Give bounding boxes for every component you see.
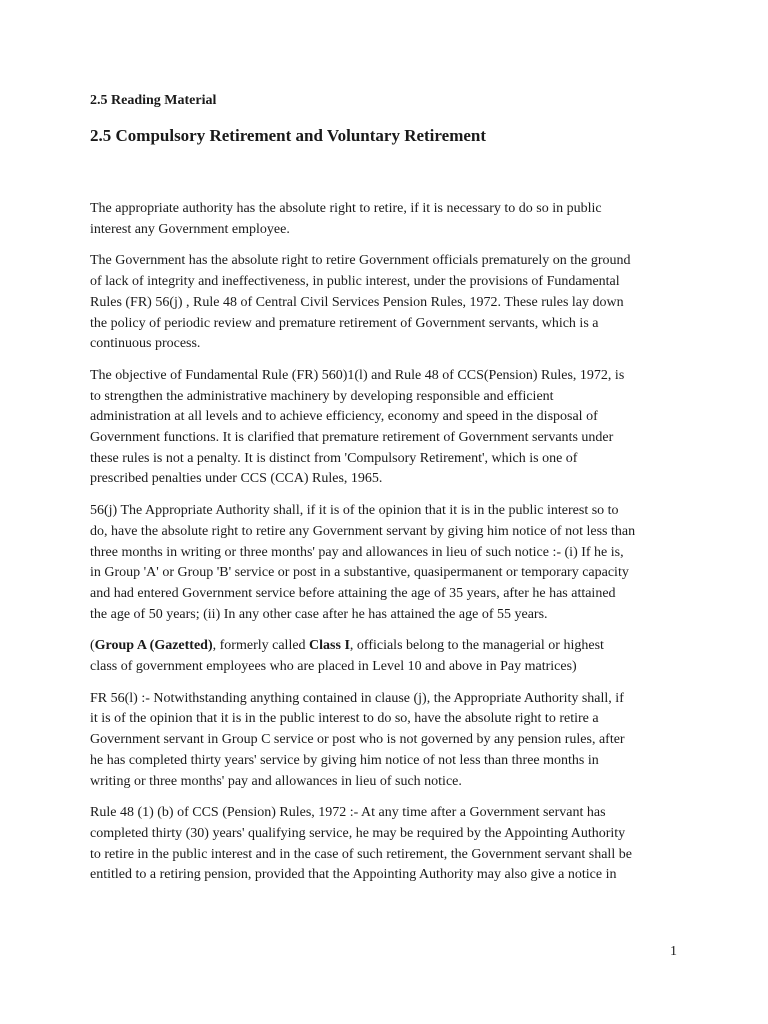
text-line: it is of the opinion that it is in the public interest to do so, have the absolute right to retire a	[90, 711, 599, 727]
text-line: The objective of Fundamental Rule (FR) 560)1(l) and Rule 48 of CCS(Pension) Rules, 1972, is	[90, 367, 625, 383]
text-line: Government functions. It is clarified that premature retirement of Government servants under	[90, 430, 614, 446]
page-title: 2.5 Compulsory Retirement and Voluntary Retirement	[90, 126, 487, 145]
text-line: administration at all levels and to achieve efficiency, economy and speed in the disposal of	[90, 409, 598, 425]
class-i-term: Class I	[309, 638, 350, 654]
text-line: FR 56(l) :- Notwithstanding anything contained in clause (j), the Appropriate Authority shall, if	[90, 690, 624, 706]
text-line: Rule 48 (1) (b) of CCS (Pension) Rules, 1972 :- At any time after a Government servant has	[90, 805, 606, 821]
text-line: of lack of integrity and ineffectiveness, in public interest, under the provisions of Fundamental	[90, 274, 620, 290]
text-line: these rules is not a penalty. It is distinct from 'Compulsory Retirement', which is one of	[90, 450, 578, 466]
text-line: to retire in the public interest and in the case of such retirement, the Government servant shall be	[90, 846, 632, 862]
section-label: 2.5 Reading Material	[90, 93, 217, 108]
text-line: The Government has the absolute right to retire Government officials prematurely on the ground	[90, 253, 631, 269]
text-line: in Group 'A' or Group 'B' service or post in a substantive, quasipermanent or temporary capacity	[90, 565, 629, 581]
group-a-term: Group A (Gazetted)	[94, 638, 213, 654]
text-line: and had entered Government service before attaining the age of 35 years, after he has attained	[90, 585, 616, 601]
text-line: continuous process.	[90, 336, 201, 352]
text-mid: , formerly called	[212, 638, 310, 654]
text-line: Rules (FR) 56(j) , Rule 48 of Central Civil Services Pension Rules, 1972. These rules lay down	[90, 294, 624, 310]
document-body	[90, 199, 688, 897]
paragraph-6	[90, 689, 688, 793]
open-paren: (	[90, 638, 95, 654]
text-line: entitled to a retiring pension, provided that the Appointing Authority may also give a notice in	[90, 867, 617, 883]
text-line: do, have the absolute right to retire any Government servant by giving him notice of not less than	[90, 523, 636, 539]
text-line	[90, 636, 688, 657]
text-end: , officials belong to the managerial or highest	[349, 638, 604, 654]
text-line: Government servant in Group C service or post who is not governed by any pension rules, after	[90, 732, 625, 748]
text-line: the age of 50 years; (ii) In any other case after he has attained the age of 55 years.	[90, 606, 548, 622]
paragraph-1	[90, 199, 688, 240]
text-line: the policy of periodic review and premature retirement of Government servants, which is a	[90, 315, 599, 331]
paragraph-group-a	[90, 636, 688, 677]
text-line: The appropriate authority has the absolute right to retire, if it is necessary to do so in public	[90, 201, 602, 216]
text-line: he has completed thirty years' service by giving him notice of not less than three months in	[90, 752, 599, 768]
text-line: class of government employees who are placed in Level 10 and above in Pay matrices)	[90, 659, 577, 675]
paragraph-7	[90, 803, 688, 886]
text-line: to strengthen the administrative machinery by developing responsible and efficient	[90, 388, 554, 404]
text-line: prescribed penalties under CCS (CCA) Rules, 1965.	[90, 471, 383, 487]
text-line: 56(j) The Appropriate Authority shall, if it is of the opinion that it is in the public interest so to	[90, 503, 619, 519]
text-line: interest any Government employee.	[90, 221, 290, 237]
text-line: completed thirty (30) years' qualifying service, he may be required by the Appointing Authority	[90, 825, 626, 841]
paragraph-2	[90, 251, 688, 355]
paragraph-4	[90, 501, 688, 625]
text-line: writing or three months' pay and allowances in lieu of such notice.	[90, 773, 462, 789]
page-number: 1	[670, 944, 677, 959]
paragraph-3	[90, 366, 688, 490]
text-line: three months in writing or three months' pay and allowances in lieu of such notice :- (i) If he is,	[90, 544, 624, 560]
